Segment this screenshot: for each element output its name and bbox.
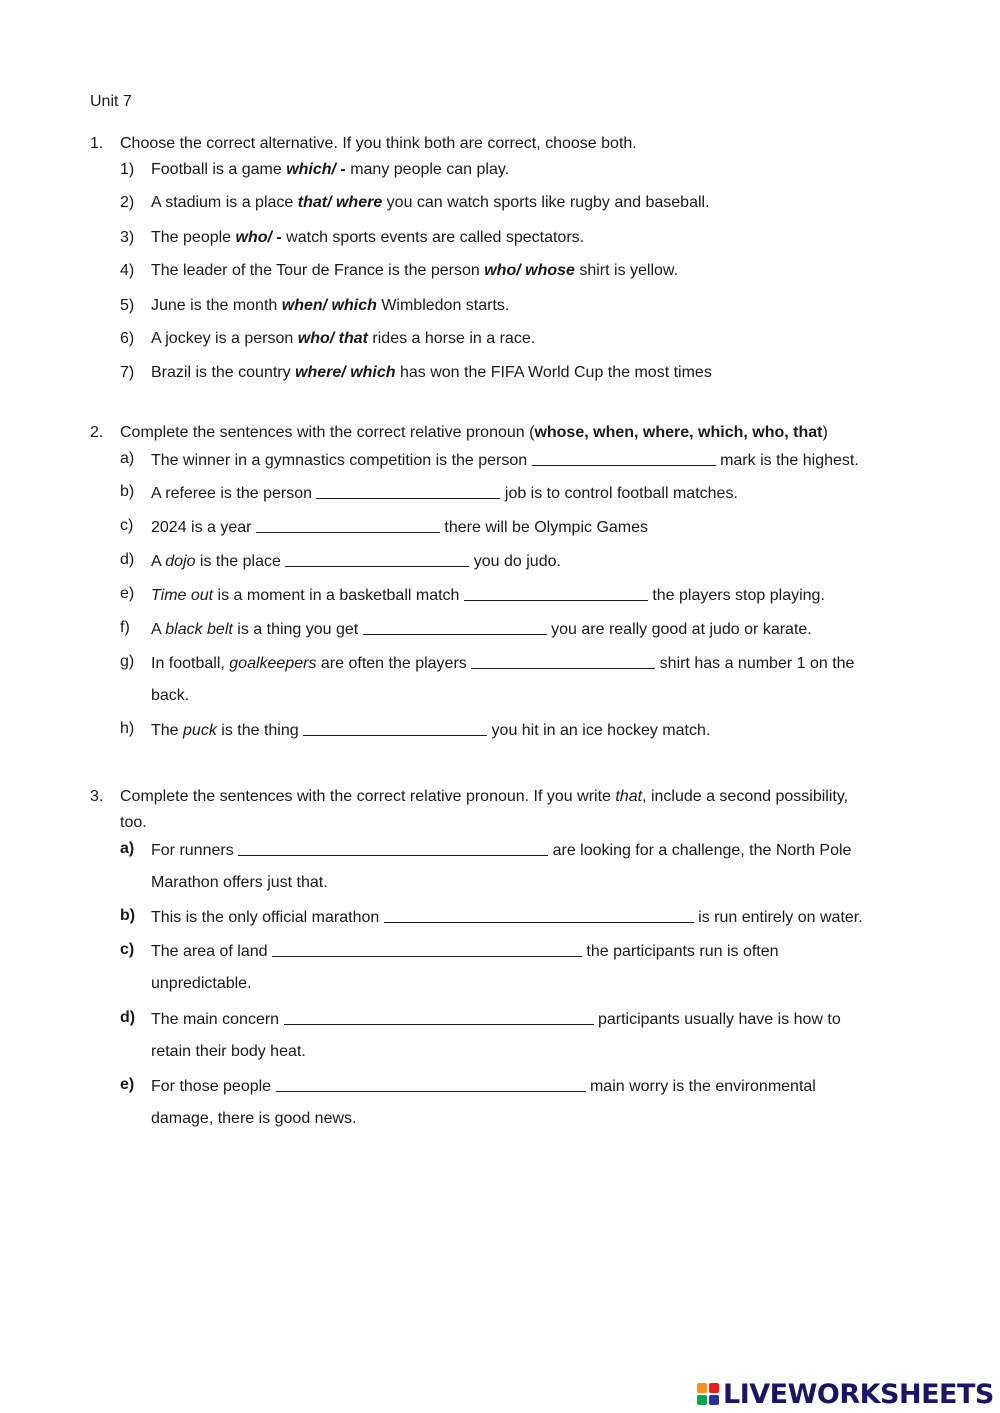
- item-text: [151, 296, 509, 316]
- item-number: 1): [120, 161, 135, 178]
- liveworksheets-logo: [697, 1378, 994, 1410]
- item-post: you are really good at judo or karate.: [546, 621, 812, 638]
- item-text: [151, 261, 678, 281]
- item-pre: Brazil is the country: [151, 364, 296, 381]
- logo-square: [709, 1383, 719, 1393]
- item-number: 3): [120, 229, 135, 246]
- item-number: e): [120, 1076, 135, 1093]
- item-post: job is to control football matches.: [500, 485, 738, 502]
- item-italic-term: puck: [183, 722, 217, 739]
- answer-blank[interactable]: [384, 907, 694, 923]
- item-text: [151, 329, 535, 349]
- logo-square: [697, 1395, 707, 1405]
- item-post: shirt has a number 1 on the: [655, 655, 855, 672]
- item-post: are looking for a challenge, the North Pole: [548, 842, 852, 859]
- item-text: [151, 228, 584, 248]
- exercise-number: 2.: [90, 424, 104, 441]
- item-post: the participants run is often: [581, 943, 779, 960]
- item-post: main worry is the environmental: [585, 1078, 816, 1095]
- item-text: [151, 482, 738, 504]
- item-post: the players stop playing.: [647, 587, 825, 604]
- item-post: many people can play.: [345, 161, 510, 178]
- item-text: [151, 584, 825, 606]
- unit-title: Unit 7: [90, 93, 132, 110]
- item-italic-term: Time out: [151, 587, 214, 604]
- answer-options[interactable]: that/ where: [297, 194, 383, 211]
- logo-icon: [697, 1383, 719, 1405]
- answer-options[interactable]: who/ that: [297, 330, 368, 347]
- instruction-italic: that: [615, 788, 643, 805]
- item-pre: is a thing you get: [232, 621, 363, 638]
- item-post: participants usually have is how to: [593, 1011, 841, 1028]
- item-pre: is the thing: [216, 722, 304, 739]
- pronoun-list: whose, when, where, which, who, that: [534, 424, 823, 441]
- item-post: watch sports events are called spectators.: [281, 229, 585, 246]
- item-continuation: back.: [151, 687, 190, 704]
- answer-options[interactable]: when/ which: [281, 297, 377, 314]
- item-text: [151, 550, 561, 572]
- logo-square: [697, 1383, 707, 1393]
- answer-options[interactable]: which/ -: [286, 161, 346, 178]
- item-pre: Football is a game: [151, 161, 287, 178]
- item-post: you can watch sports like rugby and baseball.: [382, 194, 710, 211]
- item-pre: The winner in a gymnastics competition is the person: [151, 452, 532, 469]
- answer-blank[interactable]: [471, 653, 655, 669]
- item-continuation: unpredictable.: [151, 975, 252, 992]
- answer-blank[interactable]: [303, 720, 487, 736]
- item-pre: A: [151, 553, 166, 570]
- item-number: c): [120, 517, 134, 534]
- item-number: f): [120, 619, 130, 636]
- item-pre: A referee is the person: [151, 485, 317, 502]
- answer-options[interactable]: where/ which: [295, 364, 396, 381]
- item-text: [151, 719, 710, 741]
- item-pre: The main concern: [151, 1011, 284, 1028]
- item-pre: June is the month: [151, 297, 282, 314]
- item-post: you do judo.: [469, 553, 561, 570]
- item-italic-term: black belt: [165, 621, 233, 638]
- item-number: c): [120, 941, 135, 958]
- item-number: a): [120, 450, 135, 467]
- item-number: h): [120, 720, 135, 737]
- item-text: [151, 940, 779, 962]
- item-pre: 2024 is a year: [151, 519, 256, 536]
- answer-blank[interactable]: [532, 450, 716, 466]
- instruction-text: [120, 787, 848, 807]
- item-continuation: damage, there is good news.: [151, 1110, 357, 1127]
- item-pre: This is the only official marathon: [151, 909, 384, 926]
- instruction-post: ): [822, 424, 828, 441]
- instruction-text: [120, 423, 828, 443]
- instruction-text: Choose the correct alternative. If you think both are correct, choose both.: [120, 135, 637, 152]
- answer-blank[interactable]: [316, 483, 500, 499]
- item-continuation: retain their body heat.: [151, 1043, 306, 1060]
- item-pre: The: [151, 722, 184, 739]
- item-pre: In football,: [151, 655, 230, 672]
- item-pre: The leader of the Tour de France is the person: [151, 262, 485, 279]
- item-italic-term: goalkeepers: [229, 655, 317, 672]
- item-post: shirt is yellow.: [574, 262, 679, 279]
- item-number: 2): [120, 194, 135, 211]
- item-number: 4): [120, 262, 135, 279]
- item-post: there will be Olympic Games: [439, 519, 649, 536]
- item-number: 7): [120, 364, 135, 381]
- exercise-number: 3.: [90, 788, 104, 805]
- item-text: [151, 449, 859, 471]
- item-pre: A stadium is a place: [151, 194, 298, 211]
- answer-blank[interactable]: [276, 1076, 586, 1092]
- item-post: is run entirely on water.: [693, 909, 863, 926]
- item-continuation: Marathon offers just that.: [151, 874, 328, 891]
- item-pre: The area of land: [151, 943, 272, 960]
- instruction-pre: Complete the sentences with the correct relative pronoun. If you write: [120, 788, 616, 805]
- item-number: d): [120, 551, 135, 568]
- item-number: a): [120, 840, 135, 857]
- item-pre: The people: [151, 229, 236, 246]
- item-pre: A: [151, 621, 166, 638]
- item-text: [151, 652, 854, 674]
- item-text: [151, 1008, 841, 1030]
- answer-blank[interactable]: [464, 585, 648, 601]
- answer-blank[interactable]: [284, 1009, 594, 1025]
- item-pre: are often the players: [316, 655, 472, 672]
- item-post: rides a horse in a race.: [367, 330, 536, 347]
- item-pre: is the place: [195, 553, 286, 570]
- answer-options[interactable]: who/ -: [235, 229, 282, 246]
- item-number: 6): [120, 330, 135, 347]
- answer-blank[interactable]: [272, 941, 582, 957]
- instruction-continuation: too.: [120, 814, 147, 831]
- item-number: 5): [120, 297, 135, 314]
- item-text: [151, 193, 710, 213]
- item-pre: A jockey is a person: [151, 330, 298, 347]
- item-text: [151, 363, 712, 383]
- item-text: [151, 516, 648, 538]
- item-italic-term: dojo: [165, 553, 196, 570]
- item-text: [151, 1075, 816, 1097]
- item-post: you hit in an ice hockey match.: [487, 722, 711, 739]
- item-text: [151, 618, 812, 640]
- logo-square: [709, 1395, 719, 1405]
- instruction-post: , include a second possibility,: [642, 788, 849, 805]
- item-number: e): [120, 585, 135, 602]
- logo-text: LIVEWORKSHEETS: [723, 1378, 994, 1410]
- item-post: mark is the highest.: [715, 452, 859, 469]
- exercise-number: 1.: [90, 135, 104, 152]
- item-number: g): [120, 653, 135, 670]
- answer-blank[interactable]: [285, 551, 469, 567]
- item-pre: is a moment in a basketball match: [213, 587, 464, 604]
- instruction-pre: Complete the sentences with the correct relative pronoun (: [120, 424, 535, 441]
- item-number: b): [120, 483, 135, 500]
- item-number: b): [120, 907, 136, 924]
- item-post: has won the FIFA World Cup the most times: [395, 364, 712, 381]
- answer-blank[interactable]: [256, 517, 440, 533]
- item-pre: For runners: [151, 842, 239, 859]
- item-text: [151, 160, 509, 180]
- item-pre: For those people: [151, 1078, 276, 1095]
- item-post: Wimbledon starts.: [376, 297, 510, 314]
- answer-options[interactable]: who/ whose: [484, 262, 575, 279]
- item-text: [151, 906, 863, 928]
- answer-blank[interactable]: [238, 840, 548, 856]
- answer-blank[interactable]: [363, 619, 547, 635]
- item-text: [151, 839, 851, 861]
- item-number: d): [120, 1009, 136, 1026]
